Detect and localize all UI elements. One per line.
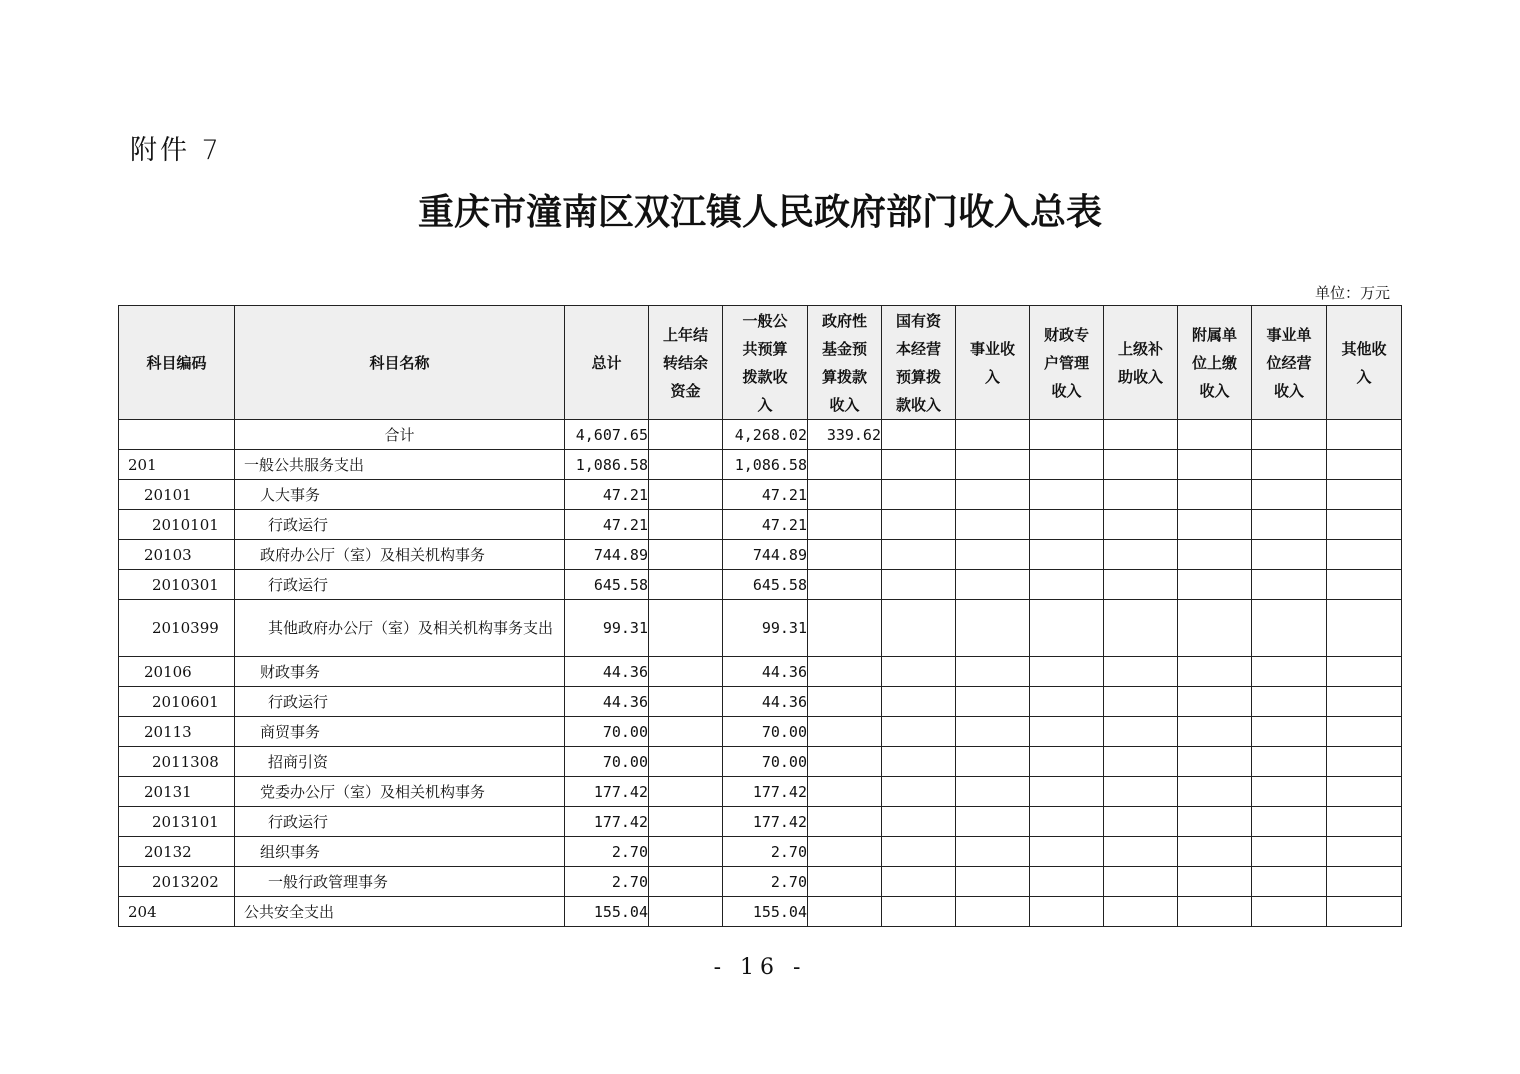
cell-empty — [1327, 510, 1402, 540]
cell-code: 2011308 — [119, 747, 235, 777]
cell-empty — [882, 450, 956, 480]
cell-carry — [649, 420, 723, 450]
cell-total: 645.58 — [565, 570, 649, 600]
cell-general: 177.42 — [723, 807, 808, 837]
cell-empty — [1178, 657, 1252, 687]
table-row — [119, 480, 1402, 510]
attachment-label: 附件 7 — [130, 135, 222, 166]
cell-empty — [1327, 897, 1402, 927]
cell-name: 政府办公厅（室）及相关机构事务 — [235, 540, 565, 570]
cell-empty — [1030, 540, 1104, 570]
cell-fund — [808, 687, 882, 717]
cell-empty — [1327, 747, 1402, 777]
cell-empty — [1327, 570, 1402, 600]
table-row — [119, 420, 1402, 450]
cell-empty — [1178, 540, 1252, 570]
cell-empty — [1104, 600, 1178, 657]
cell-empty — [956, 480, 1030, 510]
cell-empty — [1178, 837, 1252, 867]
cell-empty — [1178, 747, 1252, 777]
cell-general: 44.36 — [723, 657, 808, 687]
cell-empty — [1104, 717, 1178, 747]
cell-empty — [882, 657, 956, 687]
cell-empty — [1030, 510, 1104, 540]
cell-empty — [1327, 867, 1402, 897]
cell-empty — [1252, 570, 1327, 600]
cell-empty — [1104, 897, 1178, 927]
cell-general: 47.21 — [723, 480, 808, 510]
cell-empty — [1252, 807, 1327, 837]
cell-empty — [1178, 450, 1252, 480]
table-row — [119, 600, 1402, 657]
cell-general: 44.36 — [723, 687, 808, 717]
cell-name: 商贸事务 — [235, 717, 565, 747]
cell-name: 行政运行 — [235, 687, 565, 717]
cell-code: 20106 — [119, 657, 235, 687]
table-row — [119, 570, 1402, 600]
cell-total: 47.21 — [565, 480, 649, 510]
cell-empty — [882, 570, 956, 600]
cell-total: 4,607.65 — [565, 420, 649, 450]
cell-empty — [1030, 807, 1104, 837]
cell-empty — [1178, 687, 1252, 717]
cell-empty — [1030, 420, 1104, 450]
cell-carry — [649, 657, 723, 687]
table-row — [119, 867, 1402, 897]
cell-empty — [1252, 480, 1327, 510]
table-row — [119, 510, 1402, 540]
cell-general: 744.89 — [723, 540, 808, 570]
cell-code: 2013101 — [119, 807, 235, 837]
cell-empty — [1030, 777, 1104, 807]
cell-carry — [649, 747, 723, 777]
cell-total: 2.70 — [565, 867, 649, 897]
table-row — [119, 747, 1402, 777]
cell-total: 99.31 — [565, 600, 649, 657]
cell-empty — [1327, 777, 1402, 807]
cell-empty — [882, 687, 956, 717]
cell-empty — [882, 420, 956, 450]
cell-empty — [1104, 657, 1178, 687]
cell-empty — [1327, 837, 1402, 867]
cell-total: 177.42 — [565, 807, 649, 837]
cell-code: 2010399 — [119, 600, 235, 657]
cell-general: 177.42 — [723, 777, 808, 807]
cell-carry — [649, 480, 723, 510]
cell-fund — [808, 657, 882, 687]
cell-empty — [956, 510, 1030, 540]
header-name: 科目名称 — [235, 306, 565, 420]
cell-empty — [1178, 480, 1252, 510]
table-row — [119, 837, 1402, 867]
cell-empty — [1327, 540, 1402, 570]
cell-empty — [882, 717, 956, 747]
cell-empty — [1030, 600, 1104, 657]
cell-empty — [1327, 687, 1402, 717]
cell-fund — [808, 600, 882, 657]
header-general: 一般公共预算拨款收入 — [723, 306, 808, 420]
cell-carry — [649, 837, 723, 867]
cell-carry — [649, 717, 723, 747]
cell-empty — [882, 867, 956, 897]
cell-fund — [808, 777, 882, 807]
table-row — [119, 777, 1402, 807]
table-row — [119, 657, 1402, 687]
cell-empty — [1178, 717, 1252, 747]
cell-general: 1,086.58 — [723, 450, 808, 480]
cell-carry — [649, 777, 723, 807]
cell-empty — [956, 570, 1030, 600]
header-other: 其他收入 — [1327, 306, 1402, 420]
cell-empty — [1252, 420, 1327, 450]
cell-total: 44.36 — [565, 657, 649, 687]
header-state-capital: 国有资本经营预算拨款收入 — [882, 306, 956, 420]
cell-total: 177.42 — [565, 777, 649, 807]
cell-empty — [1104, 480, 1178, 510]
cell-fund — [808, 480, 882, 510]
page-number: - 16 - — [713, 955, 807, 980]
cell-total: 70.00 — [565, 747, 649, 777]
cell-empty — [1327, 480, 1402, 510]
table-row — [119, 687, 1402, 717]
cell-empty — [882, 480, 956, 510]
cell-empty — [1178, 777, 1252, 807]
cell-empty — [956, 687, 1030, 717]
cell-empty — [1178, 570, 1252, 600]
cell-code — [119, 420, 235, 450]
cell-empty — [956, 600, 1030, 657]
cell-carry — [649, 687, 723, 717]
cell-total: 744.89 — [565, 540, 649, 570]
cell-empty — [1104, 540, 1178, 570]
cell-empty — [1327, 450, 1402, 480]
cell-fund: 339.62 — [808, 420, 882, 450]
cell-empty — [1327, 717, 1402, 747]
cell-total: 70.00 — [565, 717, 649, 747]
header-row — [119, 306, 1402, 420]
cell-empty — [1178, 807, 1252, 837]
cell-code: 20113 — [119, 717, 235, 747]
cell-name: 财政事务 — [235, 657, 565, 687]
cell-empty — [1030, 717, 1104, 747]
cell-name: 行政运行 — [235, 570, 565, 600]
cell-empty — [1252, 450, 1327, 480]
cell-name: 组织事务 — [235, 837, 565, 867]
cell-empty — [956, 657, 1030, 687]
cell-empty — [1252, 510, 1327, 540]
cell-empty — [882, 777, 956, 807]
cell-empty — [1252, 867, 1327, 897]
cell-empty — [956, 777, 1030, 807]
cell-fund — [808, 867, 882, 897]
cell-empty — [1030, 450, 1104, 480]
cell-empty — [1104, 510, 1178, 540]
table-row — [119, 897, 1402, 927]
cell-name: 公共安全支出 — [235, 897, 565, 927]
cell-code: 204 — [119, 897, 235, 927]
cell-total: 2.70 — [565, 837, 649, 867]
cell-empty — [956, 837, 1030, 867]
cell-empty — [956, 807, 1030, 837]
cell-empty — [956, 717, 1030, 747]
income-table — [118, 305, 1402, 927]
table-row — [119, 540, 1402, 570]
cell-carry — [649, 510, 723, 540]
cell-empty — [1104, 777, 1178, 807]
cell-general: 4,268.02 — [723, 420, 808, 450]
cell-empty — [1030, 570, 1104, 600]
cell-empty — [956, 747, 1030, 777]
cell-code: 2013202 — [119, 867, 235, 897]
cell-name: 其他政府办公厅（室）及相关机构事务支出 — [235, 600, 565, 657]
cell-carry — [649, 897, 723, 927]
cell-empty — [1104, 867, 1178, 897]
cell-carry — [649, 600, 723, 657]
cell-total: 155.04 — [565, 897, 649, 927]
cell-empty — [1252, 540, 1327, 570]
cell-empty — [1030, 867, 1104, 897]
cell-empty — [882, 510, 956, 540]
cell-code: 2010101 — [119, 510, 235, 540]
cell-carry — [649, 540, 723, 570]
cell-fund — [808, 717, 882, 747]
cell-code: 201 — [119, 450, 235, 480]
cell-general: 155.04 — [723, 897, 808, 927]
cell-total: 1,086.58 — [565, 450, 649, 480]
cell-empty — [1104, 570, 1178, 600]
header-fund: 政府性基金预算拨款收入 — [808, 306, 882, 420]
cell-empty — [882, 540, 956, 570]
cell-code: 20103 — [119, 540, 235, 570]
cell-name: 党委办公厅（室）及相关机构事务 — [235, 777, 565, 807]
cell-empty — [1252, 717, 1327, 747]
cell-empty — [1030, 897, 1104, 927]
cell-fund — [808, 540, 882, 570]
cell-empty — [1030, 837, 1104, 867]
cell-empty — [1030, 687, 1104, 717]
cell-empty — [1252, 837, 1327, 867]
cell-general: 70.00 — [723, 717, 808, 747]
cell-empty — [1178, 600, 1252, 657]
cell-fund — [808, 570, 882, 600]
cell-empty — [1178, 867, 1252, 897]
cell-empty — [1178, 510, 1252, 540]
cell-fund — [808, 837, 882, 867]
cell-empty — [1252, 897, 1327, 927]
cell-fund — [808, 747, 882, 777]
cell-empty — [956, 450, 1030, 480]
cell-code: 20132 — [119, 837, 235, 867]
cell-empty — [1327, 600, 1402, 657]
cell-empty — [1252, 777, 1327, 807]
header-affiliate: 附属单位上缴收入 — [1178, 306, 1252, 420]
cell-empty — [1030, 657, 1104, 687]
page-title: 重庆市潼南区双江镇人民政府部门收入总表 — [417, 191, 1102, 233]
cell-empty — [956, 540, 1030, 570]
unit-label: 单位：万元 — [1314, 284, 1390, 302]
cell-name: 行政运行 — [235, 510, 565, 540]
header-total: 总计 — [565, 306, 649, 420]
cell-empty — [1178, 420, 1252, 450]
cell-carry — [649, 867, 723, 897]
cell-empty — [1104, 420, 1178, 450]
cell-code: 20101 — [119, 480, 235, 510]
cell-name: 行政运行 — [235, 807, 565, 837]
cell-fund — [808, 807, 882, 837]
cell-empty — [1252, 600, 1327, 657]
cell-total: 44.36 — [565, 687, 649, 717]
cell-empty — [1252, 657, 1327, 687]
cell-empty — [1327, 420, 1402, 450]
cell-empty — [1178, 897, 1252, 927]
cell-total: 47.21 — [565, 510, 649, 540]
cell-name: 一般行政管理事务 — [235, 867, 565, 897]
cell-empty — [956, 420, 1030, 450]
cell-name: 合计 — [235, 420, 565, 450]
cell-empty — [882, 837, 956, 867]
cell-empty — [882, 897, 956, 927]
table-row — [119, 807, 1402, 837]
cell-empty — [882, 747, 956, 777]
cell-code: 2010301 — [119, 570, 235, 600]
cell-general: 99.31 — [723, 600, 808, 657]
cell-general: 2.70 — [723, 837, 808, 867]
header-code: 科目编码 — [119, 306, 235, 420]
cell-fund — [808, 450, 882, 480]
cell-empty — [1104, 837, 1178, 867]
cell-fund — [808, 897, 882, 927]
cell-carry — [649, 807, 723, 837]
cell-code: 2010601 — [119, 687, 235, 717]
cell-empty — [1104, 807, 1178, 837]
cell-empty — [1252, 687, 1327, 717]
cell-general: 47.21 — [723, 510, 808, 540]
cell-empty — [956, 867, 1030, 897]
cell-carry — [649, 570, 723, 600]
header-special-account: 财政专户管理收入 — [1030, 306, 1104, 420]
cell-name: 招商引资 — [235, 747, 565, 777]
cell-empty — [1104, 450, 1178, 480]
cell-empty — [1327, 657, 1402, 687]
cell-general: 645.58 — [723, 570, 808, 600]
cell-name: 一般公共服务支出 — [235, 450, 565, 480]
cell-empty — [882, 807, 956, 837]
cell-empty — [882, 600, 956, 657]
cell-general: 2.70 — [723, 867, 808, 897]
header-operating: 事业单位经营收入 — [1252, 306, 1327, 420]
cell-carry — [649, 450, 723, 480]
cell-code: 20131 — [119, 777, 235, 807]
cell-empty — [1252, 747, 1327, 777]
cell-empty — [1030, 747, 1104, 777]
cell-fund — [808, 510, 882, 540]
cell-empty — [1104, 747, 1178, 777]
table-row — [119, 450, 1402, 480]
cell-empty — [956, 897, 1030, 927]
header-subsidy: 上级补助收入 — [1104, 306, 1178, 420]
header-business: 事业收入 — [956, 306, 1030, 420]
header-carry: 上年结转结余资金 — [649, 306, 723, 420]
cell-empty — [1030, 480, 1104, 510]
cell-general: 70.00 — [723, 747, 808, 777]
cell-empty — [1327, 807, 1402, 837]
table-row — [119, 717, 1402, 747]
cell-name: 人大事务 — [235, 480, 565, 510]
cell-empty — [1104, 687, 1178, 717]
